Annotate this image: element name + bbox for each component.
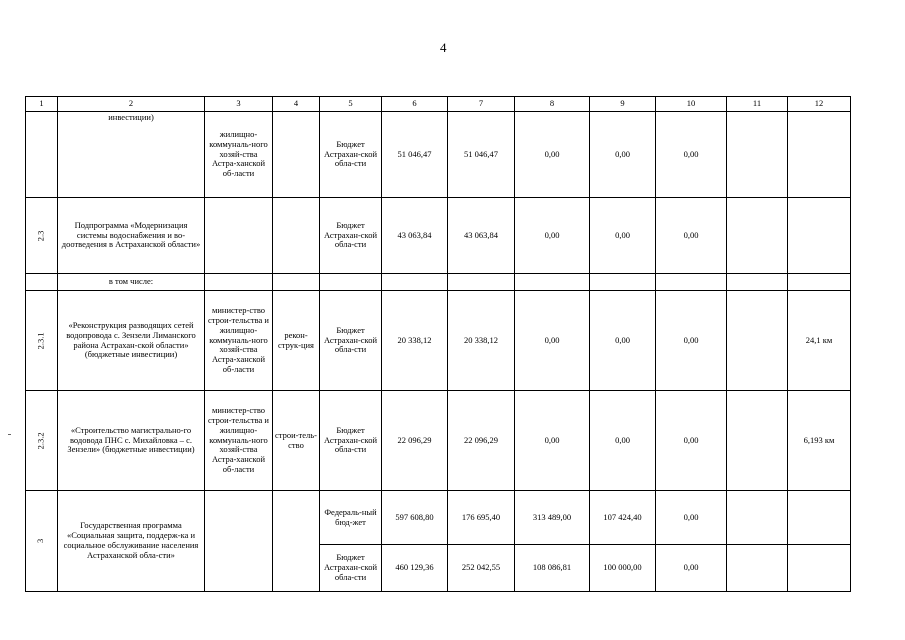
year-amount-8 bbox=[515, 274, 590, 291]
executor: министер-ство строи-тельства и жилищно-коммуналь-ного хозяй-ства Астра-ханской об-ласти bbox=[205, 291, 273, 391]
col-11 bbox=[727, 491, 788, 545]
indicator bbox=[788, 198, 851, 274]
table-row bbox=[26, 491, 851, 545]
col-11 bbox=[727, 112, 788, 198]
year-amount-8: 0,00 bbox=[515, 291, 590, 391]
year-amount-7: 22 096,29 bbox=[448, 391, 515, 491]
total-amount: 51 046,47 bbox=[382, 112, 448, 198]
total-amount: 43 063,84 bbox=[382, 198, 448, 274]
measure-name: Подпрограмма «Модернизация системы водоснабжения и во-доотведения в Астраханской области» bbox=[58, 198, 205, 274]
page-number: 4 bbox=[440, 40, 447, 55]
col-11 bbox=[727, 391, 788, 491]
scan-mark bbox=[8, 434, 11, 435]
year-amount-9: 0,00 bbox=[590, 391, 656, 491]
header-cell: 7 bbox=[448, 97, 515, 112]
year-amount-7: 252 042,55 bbox=[448, 545, 515, 592]
year-amount-9: 0,00 bbox=[590, 198, 656, 274]
year-amount-8: 108 086,81 bbox=[515, 545, 590, 592]
header-row bbox=[26, 97, 851, 112]
header-cell: 12 bbox=[788, 97, 851, 112]
col-11 bbox=[727, 198, 788, 274]
executor: жилищно-коммуналь-ного хозяй-ства Астра-ханской об-ласти bbox=[205, 112, 273, 198]
work-kind bbox=[273, 112, 320, 198]
table-row bbox=[26, 198, 851, 274]
budget-table bbox=[25, 96, 851, 592]
total-amount bbox=[382, 274, 448, 291]
year-amount-8: 313 489,00 bbox=[515, 491, 590, 545]
year-amount-7: 43 063,84 bbox=[448, 198, 515, 274]
year-amount-9: 0,00 bbox=[590, 112, 656, 198]
work-kind bbox=[273, 274, 320, 291]
row-number bbox=[26, 112, 58, 198]
col-11 bbox=[727, 291, 788, 391]
measure-name: «Реконструкция разводящих сетей водопровода с. Зензели Лиманского района Астрахан-ской области» (бюджетные инвестиции) bbox=[58, 291, 205, 391]
col-11 bbox=[727, 545, 788, 592]
funding-source: Бюджет Астрахан-ской обла-сти bbox=[320, 391, 382, 491]
year-amount-10 bbox=[656, 274, 727, 291]
measure-name: Государственная программа «Социальная защита, поддерж-ка и социальное обслуживание населения Астраханской обла-сти» bbox=[58, 491, 205, 592]
year-amount-8: 0,00 bbox=[515, 198, 590, 274]
header-cell: 4 bbox=[273, 97, 320, 112]
table-row bbox=[26, 274, 851, 291]
indicator bbox=[788, 112, 851, 198]
row-number: 2.3 bbox=[26, 198, 58, 274]
funding-source bbox=[320, 274, 382, 291]
total-amount: 597 608,80 bbox=[382, 491, 448, 545]
executor bbox=[205, 274, 273, 291]
row-number bbox=[26, 274, 58, 291]
table-row bbox=[26, 112, 851, 198]
year-amount-7: 20 338,12 bbox=[448, 291, 515, 391]
work-kind bbox=[273, 198, 320, 274]
header-cell: 1 bbox=[26, 97, 58, 112]
work-kind: строи-тель-ство bbox=[273, 391, 320, 491]
year-amount-7: 51 046,47 bbox=[448, 112, 515, 198]
col-11 bbox=[727, 274, 788, 291]
executor: министер-ство строи-тельства и жилищно-коммуналь-ного хозяй-ства Астра-ханской об-ласти bbox=[205, 391, 273, 491]
work-kind bbox=[273, 491, 320, 592]
table-row bbox=[26, 391, 851, 491]
year-amount-10: 0,00 bbox=[656, 291, 727, 391]
header-cell: 5 bbox=[320, 97, 382, 112]
funding-source: Бюджет Астрахан-ской обла-сти bbox=[320, 198, 382, 274]
executor bbox=[205, 198, 273, 274]
measure-name: в том числе: bbox=[58, 274, 205, 291]
measure-name: «Строительство магистрально-го водовода ПНС с. Михайловка – с. Зензели» (бюджетные инвестиции) bbox=[58, 391, 205, 491]
header-cell: 6 bbox=[382, 97, 448, 112]
year-amount-10: 0,00 bbox=[656, 545, 727, 592]
header-cell: 11 bbox=[727, 97, 788, 112]
indicator: 24,1 км bbox=[788, 291, 851, 391]
year-amount-9: 107 424,40 bbox=[590, 491, 656, 545]
year-amount-9: 100 000,00 bbox=[590, 545, 656, 592]
funding-source: Бюджет Астрахан-ской обла-сти bbox=[320, 291, 382, 391]
header-cell: 3 bbox=[205, 97, 273, 112]
funding-source: Федераль-ный бюд-жет bbox=[320, 491, 382, 545]
funding-source: Бюджет Астрахан-ской обла-сти bbox=[320, 112, 382, 198]
total-amount: 460 129,36 bbox=[382, 545, 448, 592]
year-amount-7 bbox=[448, 274, 515, 291]
year-amount-8: 0,00 bbox=[515, 112, 590, 198]
year-amount-9: 0,00 bbox=[590, 291, 656, 391]
year-amount-10: 0,00 bbox=[656, 391, 727, 491]
header-cell: 2 bbox=[58, 97, 205, 112]
year-amount-7: 176 695,40 bbox=[448, 491, 515, 545]
row-number: 2.3.1 bbox=[26, 291, 58, 391]
header-cell: 9 bbox=[590, 97, 656, 112]
year-amount-10: 0,00 bbox=[656, 491, 727, 545]
funding-source: Бюджет Астрахан-ской обла-сти bbox=[320, 545, 382, 592]
header-cell: 8 bbox=[515, 97, 590, 112]
header-cell: 10 bbox=[656, 97, 727, 112]
measure-name: инвестиции) bbox=[58, 112, 205, 198]
year-amount-9 bbox=[590, 274, 656, 291]
indicator bbox=[788, 274, 851, 291]
indicator bbox=[788, 491, 851, 545]
row-number: 2.3.2 bbox=[26, 391, 58, 491]
work-kind: рекон-струк-ция bbox=[273, 291, 320, 391]
year-amount-10: 0,00 bbox=[656, 198, 727, 274]
indicator bbox=[788, 545, 851, 592]
total-amount: 20 338,12 bbox=[382, 291, 448, 391]
indicator: 6,193 км bbox=[788, 391, 851, 491]
table-row bbox=[26, 291, 851, 391]
executor bbox=[205, 491, 273, 592]
year-amount-8: 0,00 bbox=[515, 391, 590, 491]
total-amount: 22 096,29 bbox=[382, 391, 448, 491]
row-number: 3 bbox=[26, 491, 58, 592]
year-amount-10: 0,00 bbox=[656, 112, 727, 198]
